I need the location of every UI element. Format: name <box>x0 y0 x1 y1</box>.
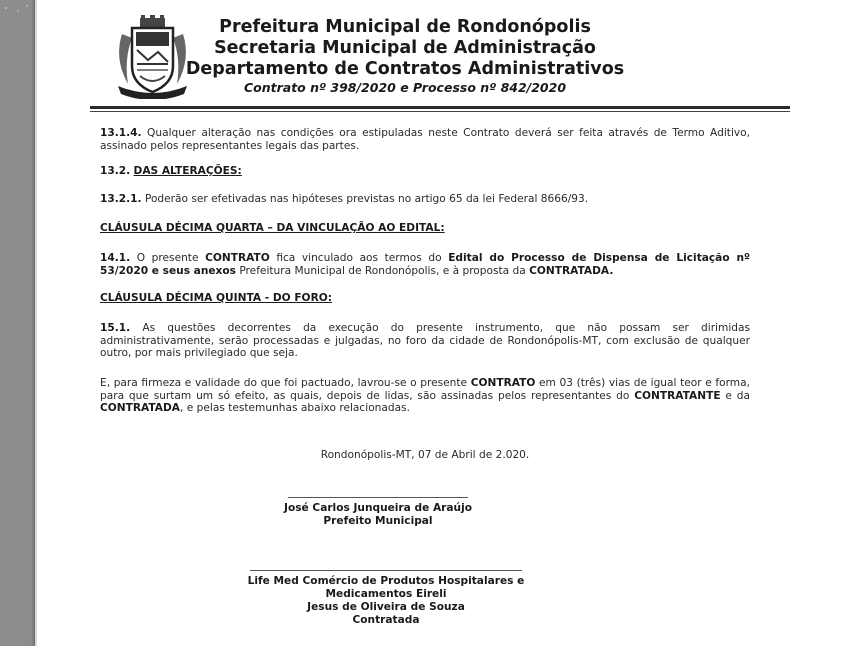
clause-13-2-heading <box>100 165 750 178</box>
signing-date: Rondonópolis-MT, 07 de Abril de 2.020. <box>320 449 530 461</box>
contratada-term: CONTRATADA. <box>529 264 614 277</box>
contract-term: CONTRATO <box>470 377 536 389</box>
clause-15-1 <box>100 322 750 360</box>
signature-line <box>250 570 522 571</box>
clause-14-heading: CLÁUSULA DÉCIMA QUARTA – DA VINCULAÇÃO AO EDITAL: <box>100 222 445 234</box>
clause-15-heading: CLÁUSULA DÉCIMA QUINTA - DO FORO: <box>100 292 332 304</box>
header-departamento: Departamento de Contratos Administrativos <box>185 59 625 79</box>
header-secretaria: Secretaria Municipal de Administração <box>214 38 596 58</box>
header-rule-thin <box>90 111 790 112</box>
document-page <box>35 0 860 646</box>
clause-number: 14.1. <box>100 252 131 264</box>
edital-reference: Edital do Processo de Dispensa de Licitação nº 53/2020 e seus anexos <box>100 252 751 277</box>
clause-13-1-4 <box>100 127 750 152</box>
scan-specks <box>0 0 35 20</box>
clause-13-2-1 <box>100 193 750 206</box>
clause-text: Poderão ser efetivadas nas hipóteses previstas no artigo 65 da lei Federal 8666/93. <box>144 193 589 205</box>
signatory-role: Contratada <box>352 614 420 626</box>
closing-text: , e pelas testemunhas abaixo relacionadas. <box>180 402 410 414</box>
signatory-role: Prefeito Municipal <box>323 515 433 527</box>
contract-term: CONTRATO <box>205 252 270 264</box>
closing-text: e da <box>725 389 750 402</box>
header-contract-number: Contrato nº 398/2020 e Processo nº 842/2020 <box>243 80 567 95</box>
closing-text: E, para firmeza e validade do que foi pactuado, lavrou-se o presente <box>100 377 468 389</box>
header-prefeitura: Prefeitura Municipal de Rondonópolis <box>219 17 591 37</box>
clause-number: 13.2. <box>100 165 131 177</box>
contratada-term: CONTRATADA <box>100 402 181 414</box>
clause-text: O presente <box>136 252 199 264</box>
signature-block-contratada <box>206 575 566 627</box>
company-name-line2: Medicamentos Eireli <box>325 588 447 600</box>
closing-text: em 03 (três) vias de igual teor e forma, para que surtam um só efeito, as quais, depois de lidas, são assinadas pelos representantes do <box>100 377 750 402</box>
signature-block-prefeito <box>228 502 528 528</box>
clause-number: 13.1.4. <box>100 127 142 139</box>
signature-line <box>288 497 468 498</box>
clause-text: As questões decorrentes da execução do presente instrumento, que não possam ser dirimidas administrativamente, serão processadas e julgadas, no foro da cidade de Rondonópolis-MT, com exclusão de qualquer outro, por mais privilegiado que seja. <box>100 322 751 359</box>
clause-number: 15.1. <box>100 322 131 334</box>
header-rule-thick <box>90 106 790 109</box>
signatory-name: Jesus de Oliveira de Souza <box>307 601 465 613</box>
closing-paragraph <box>100 377 750 415</box>
clause-text: Qualquer alteração nas condições ora estipuladas neste Contrato deverá ser feita através de Termo Aditivo, assinado pelos representantes legais das partes. <box>100 127 750 152</box>
contratante-term: CONTRATANTE <box>634 389 721 402</box>
clause-14-1 <box>100 252 750 277</box>
clause-title: DAS ALTERAÇÕES: <box>133 165 242 177</box>
signatory-name: José Carlos Junqueira de Araújo <box>284 502 472 514</box>
clause-text: Prefeitura Municipal de Rondonópolis, e à proposta da <box>239 264 526 277</box>
company-name-line1: Life Med Comércio de Produtos Hospitalares e <box>247 575 525 587</box>
clause-text: fica vinculado aos termos do <box>276 252 442 264</box>
clause-number: 13.2.1. <box>100 193 142 205</box>
